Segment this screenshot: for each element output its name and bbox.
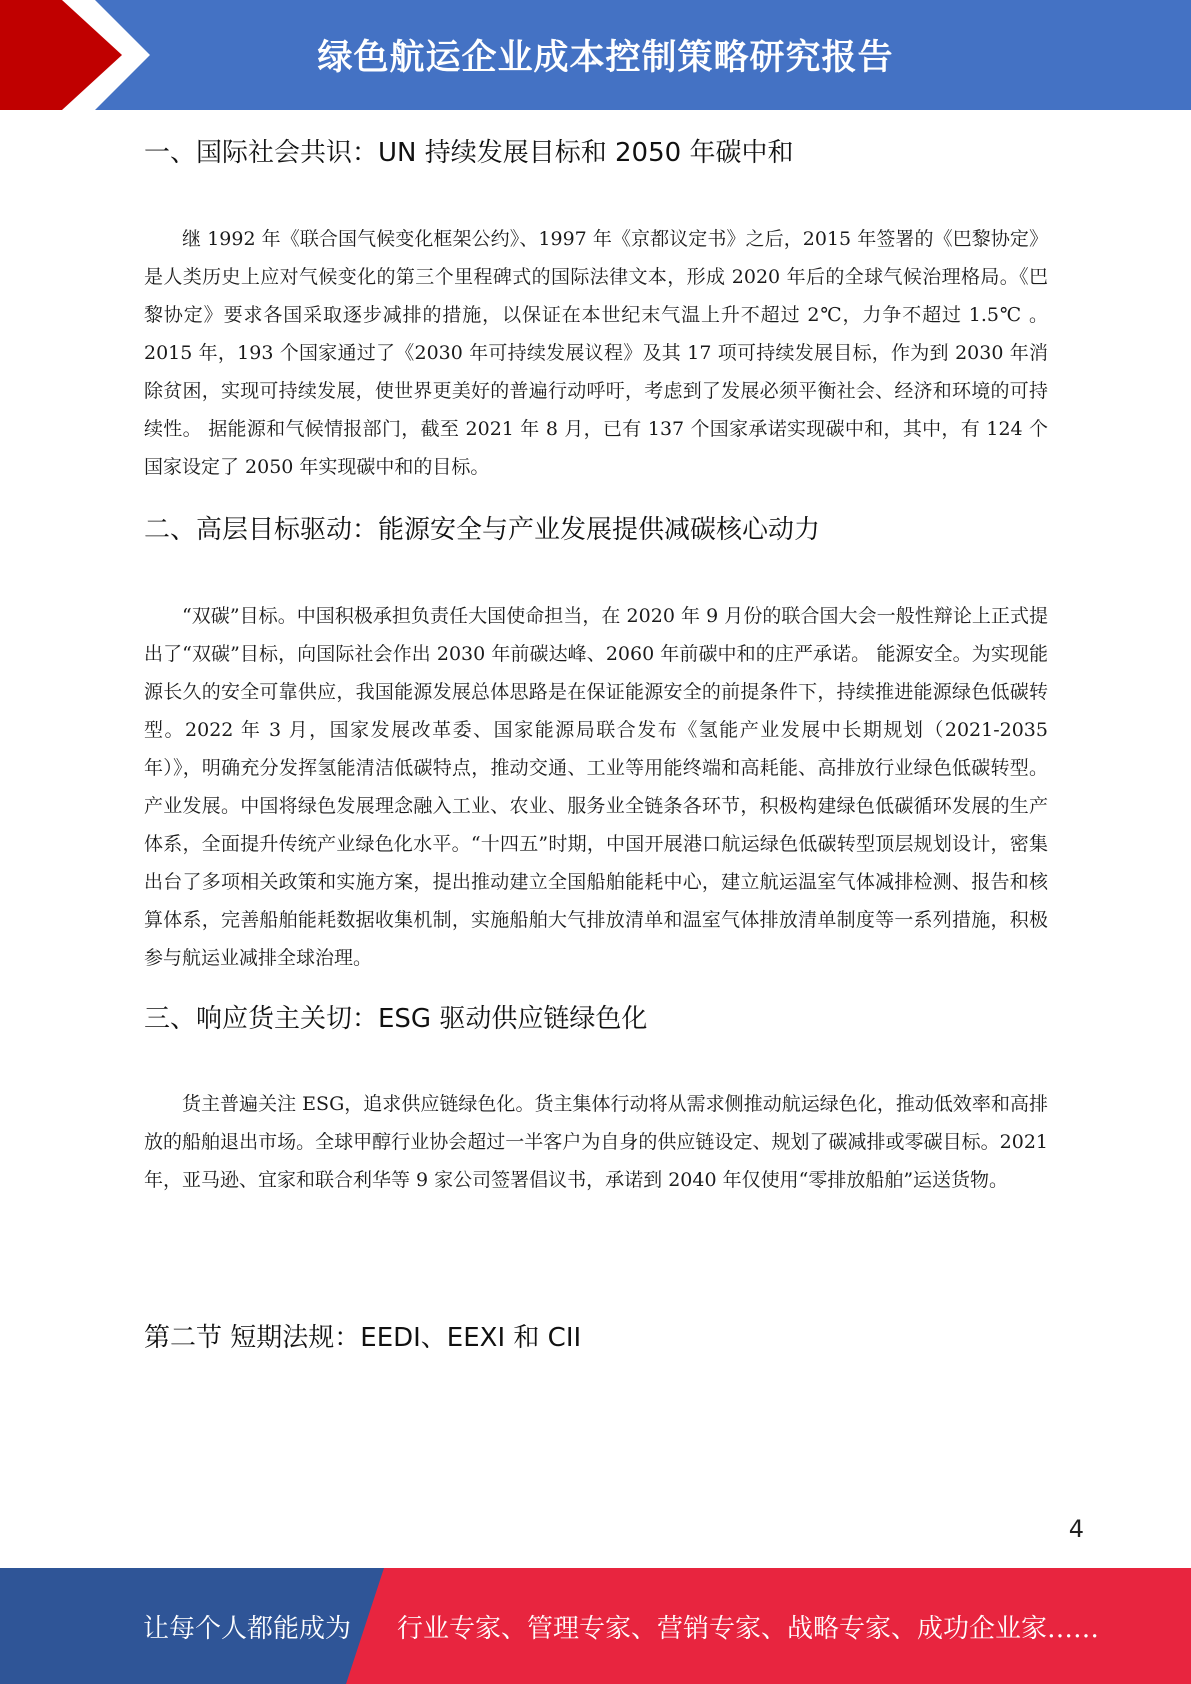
- section-paragraph-1: 继 1992 年《联合国气候变化框架公约》、1997 年《京都议定书》之后，2015 年签署的《巴黎协定》是人类历史上应对气候变化的第三个里程碑式的国际法律文本，形成 2020 年后的全球气候治理格局。《巴黎协定》要求各国采取逐步减排的措施，以保证在本世纪末气温上升不超过 2℃，力争不超过 1.5℃ 。 2015 年，193 个国家通过了《2030 年可持续发展议程》及其 17 项可持续发展目标，作为到 2030 年消除贫困，实现可持续发展，使世界更美好的普遍行动呼吁，考虑到了发展必须平衡社会、经济和环境的可持续性。 据能源和气候情报部门，截至 2021 年 8 月，已有 137 个国家承诺实现碳中和，其中，有 124 个国家设定了 2050 年实现碳中和的目标。: [144, 228, 1048, 478]
- footer-banner: [0, 1568, 1191, 1684]
- subsection-heading: 第二节 短期法规：EEDI、EEXI 和 CII: [144, 1323, 582, 1353]
- footer-slogan-right: 行业专家、管理专家、营销专家、战略专家、成功企业家……: [397, 1613, 1100, 1644]
- section-paragraph-3: 货主普遍关注 ESG，追求供应链绿色化。货主集体行动将从需求侧推动航运绿色化，推动低效率和高排放的船舶退出市场。全球甲醇行业协会超过一半客户为自身的供应链设定、规划了碳减排或零碳目标。2021 年，亚马逊、宜家和联合利华等 9 家公司签署倡议书，承诺到 2040 年仅使用“零排放船舶”运送货物。: [144, 1093, 1048, 1191]
- page-content: [144, 128, 1048, 1358]
- report-title: 绿色航运企业成本控制策略研究报告: [317, 38, 894, 78]
- header-bar: [0, 0, 1191, 110]
- page-number: 4: [1068, 1515, 1084, 1543]
- section-heading-1: 一、国际社会共识：UN 持续发展目标和 2050 年碳中和: [144, 138, 794, 168]
- section-heading-2: 二、高层目标驱动：能源安全与产业发展提供减碳核心动力: [144, 515, 821, 545]
- footer-slogan-left: 让每个人都能成为: [143, 1613, 352, 1644]
- section-paragraph-2: “双碳”目标。中国积极承担负责任大国使命担当，在 2020 年 9 月份的联合国大会一般性辩论上正式提出了“双碳”目标，向国际社会作出 2030 年前碳达峰、2060 年前碳中和的庄严承诺。 能源安全。为实现能源长久的安全可靠供应，我国能源发展总体思路是在保证能源安全的前提条件下，持续推进能源绿色低碳转型。2022 年 3 月，国家发展改革委、国家能源局联合发布《氢能产业发展中长期规划（2021-2035 年）》，明确充分发挥氢能清洁低碳特点，推动交通、工业等用能终端和高耗能、高排放行业绿色低碳转型。 产业发展。中国将绿色发展理念融入工业、农业、服务业全链条各环节，积极构建绿色低碳循环发展的生产体系，全面提升传统产业绿色化水平。“十四五”时期，中国开展港口航运绿色低碳转型顶层规划设计，密集出台了多项相关政策和实施方案，提出推动建立全国船舶能耗中心，建立航运温室气体减排检测、报告和核算体系，完善船舶能耗数据收集机制，实施船舶大气排放清单和温室气体排放清单制度等一系列措施，积极参与航运业减排全球治理。: [144, 605, 1048, 969]
- section-heading-3: 三、响应货主关切：ESG 驱动供应链绿色化: [144, 1004, 648, 1034]
